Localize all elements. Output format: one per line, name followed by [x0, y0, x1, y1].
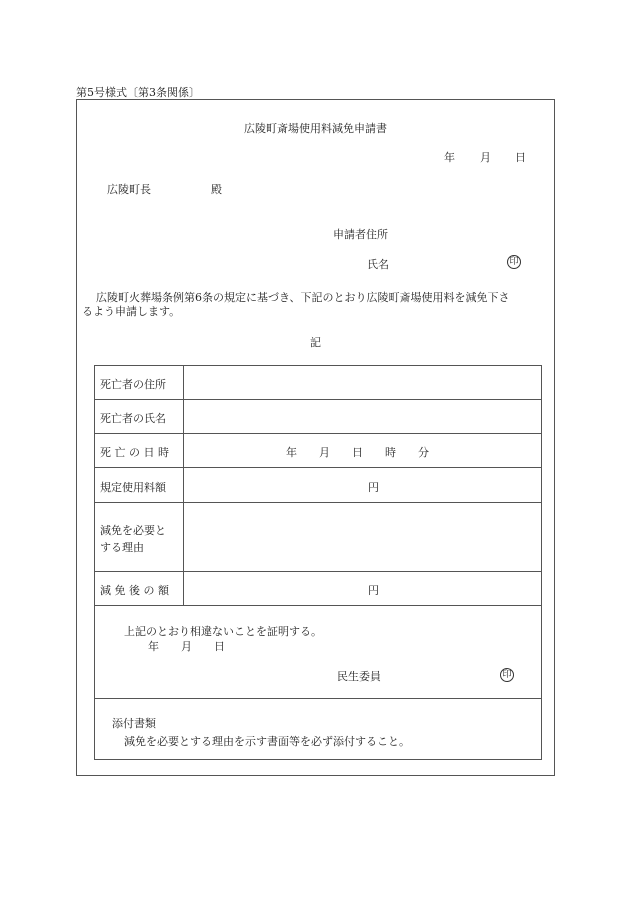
row-label-reduction-reason-line2: する理由: [100, 541, 144, 554]
row-divider: [94, 502, 542, 503]
row-divider: [94, 698, 542, 699]
addressee-honorific: 殿: [211, 183, 222, 196]
form-number: 第5号様式〔第3条関係〕: [76, 86, 200, 99]
attachments-heading: 添付書類: [112, 717, 156, 730]
column-divider: [183, 365, 184, 605]
amount-after-reduction-field[interactable]: 円: [368, 584, 379, 597]
row-label-death-datetime: 死 亡 の 日 時: [100, 446, 169, 459]
certification-text: 上記のとおり相違ないことを証明する。: [124, 625, 322, 638]
date-day: 日: [515, 151, 526, 164]
row-divider: [94, 399, 542, 400]
death-datetime-field[interactable]: 年 月 日 時 分: [286, 446, 429, 459]
row-label-amount-after-reduction: 減 免 後 の 額: [100, 584, 169, 597]
applicant-seal-mark: 印: [507, 255, 521, 269]
row-divider: [94, 467, 542, 468]
row-divider: [94, 571, 542, 572]
row-label-standard-fee: 規定使用料額: [100, 481, 166, 494]
date-year: 年: [444, 151, 455, 164]
addressee-name: 広陵町長: [107, 183, 151, 196]
commissioner-seal-mark: 印: [500, 668, 514, 682]
row-label-deceased-address: 死亡者の住所: [100, 378, 166, 391]
body-text-line2: るよう申請します。: [82, 305, 181, 318]
page-title: 広陵町斎場使用料減免申請書: [244, 122, 387, 135]
row-divider: [94, 605, 542, 606]
date-month: 月: [480, 151, 491, 164]
certification-date: 年 月 日: [148, 640, 225, 653]
body-text-line1: 広陵町火葬場条例第6条の規定に基づき、下記のとおり広陵町斎場使用料を減免下さ: [96, 291, 510, 304]
applicant-address-label: 申請者住所: [333, 228, 388, 241]
standard-fee-field[interactable]: 円: [368, 481, 379, 494]
row-label-reduction-reason-line1: 減免を必要と: [100, 524, 166, 537]
deceased-address-field[interactable]: [190, 376, 535, 394]
commissioner-label: 民生委員: [337, 670, 381, 683]
row-divider: [94, 433, 542, 434]
attachments-text: 減免を必要とする理由を示す書面等を必ず添付すること。: [124, 735, 410, 748]
row-label-deceased-name: 死亡者の氏名: [100, 412, 166, 425]
ki-heading: 記: [310, 336, 321, 349]
applicant-name-label: 氏名: [367, 258, 389, 271]
deceased-name-field[interactable]: [190, 410, 535, 428]
reduction-reason-field[interactable]: [190, 512, 535, 564]
